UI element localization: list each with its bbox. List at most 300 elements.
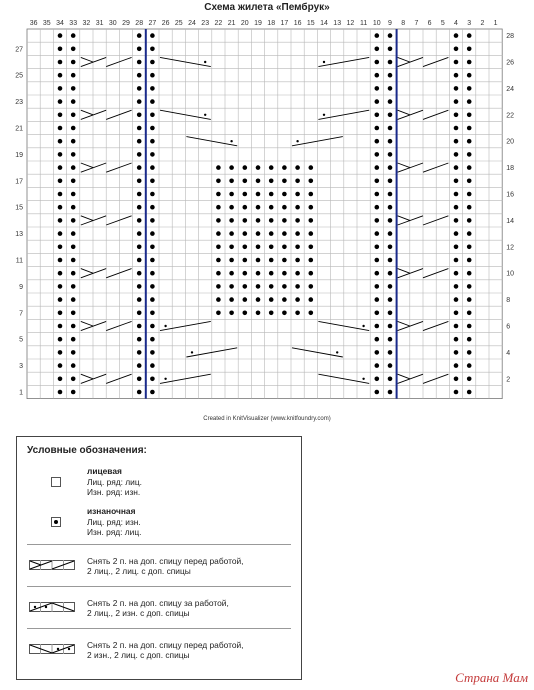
- purl-stitch: [137, 231, 142, 236]
- purl-stitch: [150, 165, 155, 170]
- purl-stitch: [229, 245, 234, 250]
- purl-stitch: [454, 363, 459, 368]
- legend-cable1-line1: Снять 2 п. на доп. спицу перед работой,: [87, 556, 244, 566]
- purl-stitch: [216, 284, 221, 289]
- legend-divider: [27, 544, 291, 545]
- purl-stitch: [71, 363, 76, 368]
- row-number: 25: [15, 72, 23, 80]
- purl-stitch: [388, 350, 393, 355]
- purl-stitch: [71, 337, 76, 342]
- purl-stitch: [295, 311, 300, 316]
- purl-stitch: [309, 297, 314, 302]
- purl-stitch: [375, 258, 380, 263]
- purl-stitch: [216, 192, 221, 197]
- column-number: 28: [135, 20, 144, 27]
- purl-stitch: [375, 33, 380, 38]
- purl-stitch: [282, 311, 287, 316]
- legend-box: [16, 436, 302, 680]
- purl-stitch: [375, 297, 380, 302]
- purl-stitch: [71, 245, 76, 250]
- purl-stitch: [256, 179, 261, 184]
- purl-stitch: [71, 350, 76, 355]
- row-number: 8: [506, 297, 511, 305]
- purl-stitch: [375, 311, 380, 316]
- purl-stitch: [256, 271, 261, 276]
- purl-stitch: [150, 126, 155, 131]
- purl-stitch: [388, 192, 393, 197]
- purl-stitch: [454, 99, 459, 104]
- purl-stitch: [243, 258, 248, 263]
- purl-stitch: [150, 390, 155, 395]
- purl-stitch: [229, 205, 234, 210]
- row-number: 26: [506, 59, 514, 67]
- purl-stitch: [467, 390, 472, 395]
- purl-stitch: [388, 258, 393, 263]
- purl-stitch: [467, 324, 472, 329]
- row-number: 17: [15, 178, 23, 186]
- column-number: 19: [254, 20, 262, 27]
- purl-stitch: [454, 311, 459, 316]
- purl-stitch: [375, 337, 380, 342]
- purl-stitch: [388, 205, 393, 210]
- purl-stitch: [150, 73, 155, 78]
- purl-stitch: [71, 258, 76, 263]
- purl-stitch: [454, 337, 459, 342]
- cable-stitch: [204, 61, 206, 63]
- purl-stitch: [269, 192, 274, 197]
- purl-stitch: [58, 139, 63, 144]
- column-number: 10: [372, 20, 381, 27]
- purl-stitch: [71, 99, 76, 104]
- purl-stitch: [388, 179, 393, 184]
- purl-stitch: [58, 73, 63, 78]
- purl-stitch: [150, 47, 155, 52]
- cable-stitch: [323, 61, 325, 63]
- purl-stitch: [137, 337, 142, 342]
- purl-stitch: [71, 152, 76, 157]
- purl-stitch-icon: [51, 517, 61, 527]
- purl-stitch: [467, 86, 472, 91]
- row-number: 16: [506, 191, 514, 199]
- purl-stitch: [282, 297, 287, 302]
- purl-stitch: [256, 245, 261, 250]
- purl-stitch: [388, 86, 393, 91]
- row-number: 27: [15, 46, 23, 54]
- column-number: 5: [440, 20, 445, 27]
- row-number: 5: [19, 336, 23, 344]
- purl-stitch: [454, 86, 459, 91]
- purl-stitch: [375, 271, 380, 276]
- purl-stitch: [137, 47, 142, 52]
- purl-stitch: [150, 152, 155, 157]
- purl-stitch: [282, 258, 287, 263]
- cable-stitch: [323, 114, 325, 116]
- purl-stitch: [243, 192, 248, 197]
- purl-stitch: [295, 165, 300, 170]
- cable-stitch: [362, 325, 364, 327]
- purl-stitch: [137, 99, 142, 104]
- purl-stitch: [243, 179, 248, 184]
- column-number: 9: [388, 20, 392, 27]
- purl-stitch: [375, 284, 380, 289]
- purl-stitch: [137, 390, 142, 395]
- purl-stitch: [295, 284, 300, 289]
- row-number: 24: [506, 85, 514, 93]
- column-number: 25: [174, 20, 183, 27]
- purl-stitch: [375, 350, 380, 355]
- purl-stitch: [388, 152, 393, 157]
- purl-stitch: [58, 126, 63, 131]
- purl-stitch: [150, 60, 155, 65]
- purl-stitch: [467, 192, 472, 197]
- purl-stitch: [137, 179, 142, 184]
- column-number: 22: [214, 20, 223, 27]
- purl-stitch: [467, 99, 472, 104]
- column-number: 23: [201, 20, 210, 27]
- purl-stitch: [137, 363, 142, 368]
- legend-knit-line1: Лиц. ряд: лиц.: [87, 477, 142, 487]
- row-number: 28: [506, 33, 514, 41]
- purl-stitch: [71, 311, 76, 316]
- purl-stitch: [309, 245, 314, 250]
- purl-stitch: [256, 284, 261, 289]
- cable-stitch: [336, 351, 338, 353]
- column-number: 33: [69, 20, 78, 27]
- purl-stitch: [375, 99, 380, 104]
- purl-stitch: [137, 245, 142, 250]
- row-number: 10: [506, 270, 514, 278]
- purl-stitch: [269, 284, 274, 289]
- purl-stitch: [71, 33, 76, 38]
- purl-stitch: [137, 33, 142, 38]
- column-number: 17: [280, 20, 289, 27]
- purl-stitch: [150, 324, 155, 329]
- purl-stitch: [454, 179, 459, 184]
- purl-stitch: [282, 192, 287, 197]
- purl-stitch: [269, 205, 274, 210]
- purl-stitch: [269, 297, 274, 302]
- purl-stitch: [58, 60, 63, 65]
- purl-stitch: [375, 152, 380, 157]
- purl-stitch: [137, 218, 142, 223]
- purl-stitch: [71, 86, 76, 91]
- row-number: 15: [15, 204, 23, 212]
- purl-stitch: [256, 205, 261, 210]
- purl-stitch: [295, 218, 300, 223]
- purl-stitch: [71, 113, 76, 118]
- purl-stitch: [58, 86, 63, 91]
- purl-stitch: [229, 231, 234, 236]
- purl-stitch: [454, 113, 459, 118]
- purl-stitch: [388, 60, 393, 65]
- purl-stitch: [243, 311, 248, 316]
- purl-stitch: [309, 271, 314, 276]
- purl-stitch: [388, 377, 393, 382]
- purl-stitch: [375, 231, 380, 236]
- purl-stitch: [71, 390, 76, 395]
- purl-stitch: [467, 377, 472, 382]
- purl-stitch: [137, 126, 142, 131]
- legend-cable2-line1: Снять 2 п. на доп. спицу за работой,: [87, 598, 229, 608]
- purl-stitch: [467, 33, 472, 38]
- purl-stitch: [269, 245, 274, 250]
- purl-stitch: [375, 205, 380, 210]
- purl-stitch: [454, 245, 459, 250]
- cable-back-purl-icon: [29, 602, 75, 612]
- cable-stitch: [230, 140, 232, 142]
- purl-stitch: [137, 205, 142, 210]
- purl-stitch: [295, 192, 300, 197]
- purl-stitch: [71, 73, 76, 78]
- purl-stitch: [216, 271, 221, 276]
- purl-stitch: [256, 165, 261, 170]
- purl-stitch: [454, 218, 459, 223]
- purl-stitch: [467, 231, 472, 236]
- purl-stitch: [216, 218, 221, 223]
- purl-stitch: [467, 113, 472, 118]
- purl-stitch: [375, 165, 380, 170]
- purl-stitch: [71, 126, 76, 131]
- purl-stitch: [150, 350, 155, 355]
- purl-stitch: [216, 231, 221, 236]
- purl-stitch: [58, 165, 63, 170]
- purl-stitch: [229, 192, 234, 197]
- purl-stitch: [137, 113, 142, 118]
- purl-stitch: [71, 60, 76, 65]
- row-number: 3: [19, 363, 23, 371]
- purl-stitch: [309, 165, 314, 170]
- purl-stitch: [58, 377, 63, 382]
- purl-stitch: [388, 165, 393, 170]
- purl-stitch: [467, 152, 472, 157]
- purl-stitch: [150, 377, 155, 382]
- cable-stitch: [164, 378, 166, 380]
- column-number: 27: [148, 20, 157, 27]
- purl-stitch: [388, 113, 393, 118]
- purl-stitch: [137, 165, 142, 170]
- purl-stitch: [58, 47, 63, 52]
- purl-stitch: [229, 258, 234, 263]
- purl-stitch: [388, 390, 393, 395]
- column-number: 8: [401, 20, 406, 27]
- row-number: 22: [506, 112, 514, 120]
- legend-cable3-line1: Снять 2 п. на доп. спицу перед работой,: [87, 640, 244, 650]
- purl-stitch: [150, 245, 155, 250]
- purl-stitch: [58, 337, 63, 342]
- purl-stitch: [388, 73, 393, 78]
- legend-knit-name: лицевая: [87, 466, 122, 476]
- purl-stitch: [150, 284, 155, 289]
- purl-stitch: [454, 47, 459, 52]
- purl-stitch: [71, 179, 76, 184]
- purl-stitch: [243, 284, 248, 289]
- purl-stitch: [150, 258, 155, 263]
- row-number: 20: [506, 138, 514, 146]
- purl-stitch: [229, 165, 234, 170]
- purl-stitch: [467, 337, 472, 342]
- column-number: 18: [267, 20, 276, 27]
- purl-stitch: [229, 179, 234, 184]
- column-number: 11: [359, 20, 368, 27]
- purl-stitch: [58, 99, 63, 104]
- purl-stitch: [375, 60, 380, 65]
- purl-stitch: [137, 60, 142, 65]
- purl-stitch: [375, 47, 380, 52]
- purl-stitch: [388, 311, 393, 316]
- column-number: 34: [56, 20, 64, 27]
- row-number: 9: [19, 283, 23, 291]
- row-number: 12: [506, 244, 514, 252]
- purl-stitch: [137, 86, 142, 91]
- purl-stitch: [467, 126, 472, 131]
- row-number: 4: [506, 349, 511, 357]
- purl-stitch: [269, 258, 274, 263]
- purl-stitch: [58, 152, 63, 157]
- purl-stitch: [256, 231, 261, 236]
- purl-stitch: [58, 390, 63, 395]
- purl-stitch: [375, 390, 380, 395]
- purl-stitch: [243, 218, 248, 223]
- purl-stitch: [216, 179, 221, 184]
- purl-stitch: [454, 231, 459, 236]
- purl-stitch: [388, 33, 393, 38]
- purl-stitch: [375, 377, 380, 382]
- purl-stitch: [454, 390, 459, 395]
- purl-stitch: [216, 297, 221, 302]
- purl-stitch: [388, 139, 393, 144]
- purl-stitch: [150, 33, 155, 38]
- purl-stitch: [58, 205, 63, 210]
- purl-stitch: [269, 271, 274, 276]
- column-number: 4: [454, 20, 458, 27]
- purl-stitch: [58, 231, 63, 236]
- column-number: 36: [29, 20, 38, 27]
- purl-stitch: [454, 284, 459, 289]
- purl-stitch: [282, 231, 287, 236]
- purl-stitch: [375, 113, 380, 118]
- purl-stitch: [71, 231, 76, 236]
- purl-stitch: [256, 311, 261, 316]
- column-number: 2: [480, 20, 485, 27]
- purl-stitch: [309, 231, 314, 236]
- column-number: 24: [188, 20, 196, 27]
- purl-stitch: [282, 245, 287, 250]
- column-number: 12: [346, 20, 355, 27]
- column-number: 14: [320, 20, 328, 27]
- purl-stitch: [58, 33, 63, 38]
- purl-stitch: [295, 258, 300, 263]
- column-number: 1: [493, 20, 498, 27]
- purl-stitch: [137, 271, 142, 276]
- purl-stitch: [150, 139, 155, 144]
- purl-stitch: [388, 363, 393, 368]
- purl-stitch: [295, 271, 300, 276]
- purl-stitch: [467, 245, 472, 250]
- purl-stitch: [295, 297, 300, 302]
- purl-stitch: [150, 86, 155, 91]
- purl-stitch: [71, 192, 76, 197]
- purl-stitch: [216, 258, 221, 263]
- row-number: 13: [15, 231, 23, 239]
- purl-stitch: [388, 337, 393, 342]
- purl-stitch: [282, 284, 287, 289]
- purl-stitch: [269, 165, 274, 170]
- purl-stitch: [71, 139, 76, 144]
- legend-cable1-line2: 2 лиц., 2 лиц. с доп. спицы: [87, 566, 191, 576]
- row-number: 18: [506, 165, 514, 173]
- purl-stitch: [282, 271, 287, 276]
- purl-stitch: [58, 350, 63, 355]
- purl-stitch: [243, 165, 248, 170]
- purl-stitch: [454, 152, 459, 157]
- purl-stitch: [282, 179, 287, 184]
- purl-stitch: [309, 311, 314, 316]
- purl-stitch: [467, 218, 472, 223]
- purl-stitch: [58, 363, 63, 368]
- purl-stitch: [388, 284, 393, 289]
- purl-stitch: [229, 297, 234, 302]
- purl-stitch: [150, 205, 155, 210]
- row-number: 6: [506, 323, 511, 331]
- column-number: 16: [293, 20, 302, 27]
- purl-stitch: [467, 60, 472, 65]
- purl-stitch: [137, 192, 142, 197]
- purl-stitch: [137, 152, 142, 157]
- purl-stitch: [454, 192, 459, 197]
- purl-stitch: [454, 139, 459, 144]
- purl-stitch: [467, 258, 472, 263]
- row-number: 2: [506, 376, 511, 384]
- purl-stitch: [375, 179, 380, 184]
- purl-stitch: [58, 179, 63, 184]
- row-number: 21: [15, 125, 23, 133]
- purl-stitch: [71, 377, 76, 382]
- purl-stitch: [282, 205, 287, 210]
- purl-stitch: [467, 73, 472, 78]
- row-number: 19: [15, 151, 23, 159]
- purl-stitch: [229, 271, 234, 276]
- purl-stitch: [295, 231, 300, 236]
- purl-stitch: [467, 165, 472, 170]
- purl-stitch: [467, 139, 472, 144]
- purl-stitch: [243, 271, 248, 276]
- cable-stitch: [164, 325, 166, 327]
- purl-stitch: [388, 99, 393, 104]
- purl-stitch: [375, 86, 380, 91]
- purl-stitch: [58, 245, 63, 250]
- purl-stitch: [137, 377, 142, 382]
- purl-stitch: [309, 284, 314, 289]
- purl-stitch: [375, 363, 380, 368]
- purl-stitch: [150, 113, 155, 118]
- purl-stitch: [150, 231, 155, 236]
- cable-stitch: [204, 114, 206, 116]
- purl-stitch: [454, 60, 459, 65]
- purl-stitch: [71, 284, 76, 289]
- legend-cable2-line2: 2 лиц., 2 изн. с доп. спицы: [87, 608, 190, 618]
- purl-stitch: [216, 311, 221, 316]
- column-number: 32: [82, 20, 91, 27]
- purl-stitch: [150, 311, 155, 316]
- purl-stitch: [137, 73, 142, 78]
- row-number: 23: [15, 99, 23, 107]
- purl-stitch: [269, 179, 274, 184]
- purl-stitch: [467, 47, 472, 52]
- purl-stitch: [467, 311, 472, 316]
- purl-stitch: [295, 179, 300, 184]
- purl-stitch: [375, 324, 380, 329]
- column-number: 7: [414, 20, 419, 27]
